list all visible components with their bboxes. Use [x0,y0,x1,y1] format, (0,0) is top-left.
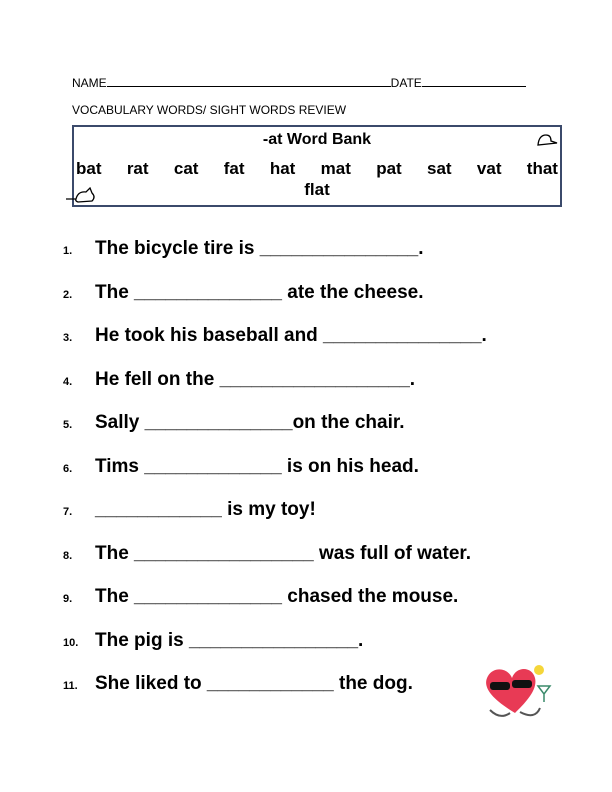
question-text[interactable]: ____________ is my toy! [95,499,316,520]
subtitle: VOCABULARY WORDS/ SIGHT WORDS REVIEW [72,103,347,117]
word: cat [173,159,199,178]
question-item [63,673,413,695]
question-number: 9. [63,593,73,605]
name-label: NAME [72,76,107,90]
name-date-row [72,75,526,90]
word-bank-title: -at Word Bank [262,131,372,148]
name-field[interactable] [107,75,391,87]
question-item [63,543,471,565]
word: fat [223,159,245,178]
word: rat [126,159,149,178]
question-number: 2. [63,288,73,301]
rat-icon [66,187,100,205]
question-item [63,238,424,260]
question-number: 4. [63,375,73,388]
word-bank-words [76,159,558,179]
question-item [63,456,419,478]
question-item [63,412,405,434]
question-text[interactable]: The bicycle tire is _______________. [95,238,424,259]
word: bat [76,159,102,178]
question-text[interactable]: The pig is ________________. [95,629,364,651]
question-number: 6. [63,462,73,475]
question-text[interactable]: Tims _____________ is on his head. [95,455,419,477]
question-item [63,325,487,347]
question-number: 8. [63,549,73,562]
word-bank [72,125,562,207]
question-text[interactable]: She liked to ____________ the dog. [95,673,413,694]
question-item [63,499,316,521]
question-item [63,586,458,608]
word: mat [320,159,351,178]
word: that [526,159,558,178]
question-number: 11. [63,680,78,692]
word: pat [376,159,402,178]
question-item [63,282,424,304]
question-text[interactable]: The ______________ chased the mouse. [95,586,459,607]
question-number: 7. [63,506,73,518]
question-item [63,630,363,652]
question-number: 10. [63,636,79,649]
question-text[interactable]: Sally ______________on the chair. [95,412,405,433]
question-text[interactable]: The _________________ was full of water. [95,542,472,564]
question-number: 5. [63,419,73,431]
question-text[interactable]: He fell on the __________________. [95,368,416,390]
question-number: 1. [63,245,73,257]
word: hat [269,159,296,178]
question-text[interactable]: The ______________ ate the cheese. [95,281,424,303]
question-item [63,369,415,391]
word: sat [427,159,452,178]
heart-sunglasses-clipart [480,658,555,723]
date-field[interactable] [422,75,526,87]
question-text[interactable]: He took his baseball and _______________. [95,325,487,346]
word-bank-last-word: flat [304,180,330,199]
word: vat [476,159,502,178]
date-label: DATE [390,76,422,90]
baseball-cap-icon [536,133,558,147]
question-number: 3. [63,332,73,344]
